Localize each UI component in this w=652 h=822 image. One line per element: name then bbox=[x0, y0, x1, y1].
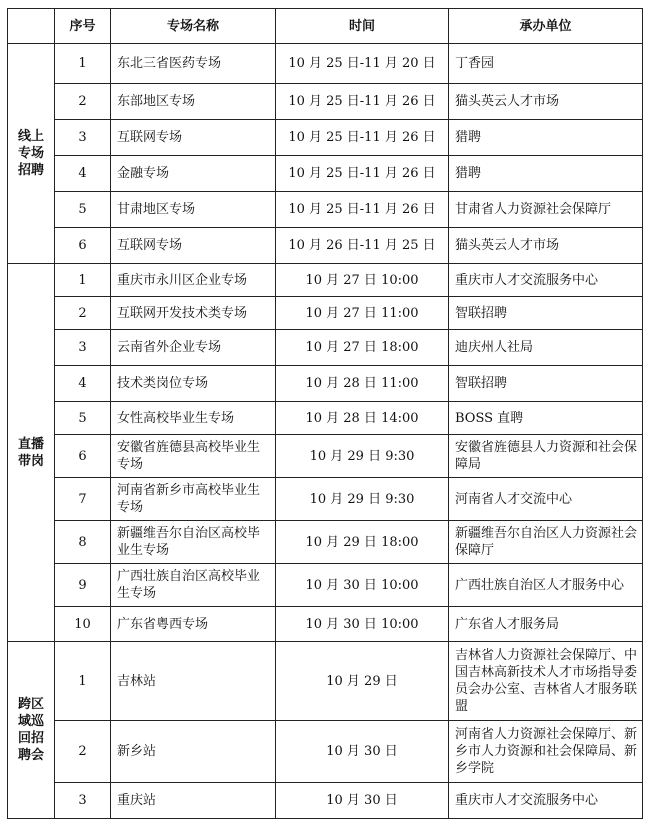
table-row bbox=[8, 721, 643, 783]
session-time: 10 月 25 日-11 月 20 日 bbox=[276, 44, 449, 84]
row-number: 9 bbox=[55, 564, 111, 607]
session-time: 10 月 29 日 18:00 bbox=[276, 521, 449, 564]
row-number: 3 bbox=[55, 330, 111, 366]
session-name: 互联网专场 bbox=[111, 120, 276, 156]
session-time: 10 月 29 日 9:30 bbox=[276, 478, 449, 521]
row-number: 10 bbox=[55, 607, 111, 642]
session-time: 10 月 28 日 11:00 bbox=[276, 366, 449, 402]
row-number: 5 bbox=[55, 192, 111, 228]
category-online: 线上专场招聘 bbox=[8, 44, 55, 264]
header-category bbox=[8, 9, 55, 44]
category-cross-region-tour: 跨区域巡回招聘会 bbox=[8, 642, 55, 819]
organizer: 甘肃省人力资源社会保障厅 bbox=[449, 192, 643, 228]
organizer: 重庆市人才交流服务中心 bbox=[449, 783, 643, 819]
row-number: 4 bbox=[55, 366, 111, 402]
session-time: 10 月 25 日-11 月 26 日 bbox=[276, 120, 449, 156]
session-name: 河南省新乡市高校毕业生专场 bbox=[111, 478, 276, 521]
table-row bbox=[8, 607, 643, 642]
session-time: 10 月 29 日 bbox=[276, 642, 449, 721]
session-name: 东部地区专场 bbox=[111, 84, 276, 120]
organizer: 智联招聘 bbox=[449, 366, 643, 402]
row-number: 6 bbox=[55, 228, 111, 264]
session-name: 广东省粤西专场 bbox=[111, 607, 276, 642]
table-row bbox=[8, 521, 643, 564]
table-row bbox=[8, 783, 643, 819]
session-time: 10 月 30 日 10:00 bbox=[276, 564, 449, 607]
session-name: 甘肃地区专场 bbox=[111, 192, 276, 228]
session-time: 10 月 25 日-11 月 26 日 bbox=[276, 84, 449, 120]
organizer: 安徽省旌德县人力资源和社会保障局 bbox=[449, 435, 643, 478]
header-row bbox=[8, 9, 643, 44]
table-row bbox=[8, 228, 643, 264]
session-time: 10 月 27 日 10:00 bbox=[276, 264, 449, 297]
organizer: 新疆维吾尔自治区人力资源社会保障厅 bbox=[449, 521, 643, 564]
header-time: 时间 bbox=[276, 9, 449, 44]
organizer: 丁香园 bbox=[449, 44, 643, 84]
session-name: 云南省外企业专场 bbox=[111, 330, 276, 366]
row-number: 1 bbox=[55, 264, 111, 297]
row-number: 8 bbox=[55, 521, 111, 564]
organizer: 迪庆州人社局 bbox=[449, 330, 643, 366]
session-time: 10 月 30 日 10:00 bbox=[276, 607, 449, 642]
session-name: 吉林站 bbox=[111, 642, 276, 721]
session-name: 互联网专场 bbox=[111, 228, 276, 264]
session-time: 10 月 30 日 bbox=[276, 721, 449, 783]
table-row bbox=[8, 264, 643, 297]
session-time: 10 月 26 日-11 月 25 日 bbox=[276, 228, 449, 264]
organizer: 河南省人力资源社会保障厅、新乡市人力资源和社会保障局、新乡学院 bbox=[449, 721, 643, 783]
table-row bbox=[8, 642, 643, 721]
session-time: 10 月 30 日 bbox=[276, 783, 449, 819]
row-number: 2 bbox=[55, 84, 111, 120]
session-name: 广西壮族自治区高校毕业生专场 bbox=[111, 564, 276, 607]
row-number: 1 bbox=[55, 44, 111, 84]
session-name: 女性高校毕业生专场 bbox=[111, 402, 276, 435]
row-number: 5 bbox=[55, 402, 111, 435]
table-row bbox=[8, 120, 643, 156]
table-row bbox=[8, 478, 643, 521]
session-name: 金融专场 bbox=[111, 156, 276, 192]
table-row bbox=[8, 564, 643, 607]
organizer: BOSS 直聘 bbox=[449, 402, 643, 435]
organizer: 猫头英云人才市场 bbox=[449, 84, 643, 120]
table-row bbox=[8, 330, 643, 366]
row-number: 1 bbox=[55, 642, 111, 721]
session-name: 东北三省医药专场 bbox=[111, 44, 276, 84]
table-row bbox=[8, 402, 643, 435]
session-name: 新乡站 bbox=[111, 721, 276, 783]
row-number: 6 bbox=[55, 435, 111, 478]
table-row bbox=[8, 44, 643, 84]
header-organizer: 承办单位 bbox=[449, 9, 643, 44]
session-name: 互联网开发技术类专场 bbox=[111, 297, 276, 330]
header-number: 序号 bbox=[55, 9, 111, 44]
session-time: 10 月 28 日 14:00 bbox=[276, 402, 449, 435]
row-number: 4 bbox=[55, 156, 111, 192]
row-number: 3 bbox=[55, 120, 111, 156]
organizer: 河南省人才交流中心 bbox=[449, 478, 643, 521]
header-session-name: 专场名称 bbox=[111, 9, 276, 44]
table-row bbox=[8, 156, 643, 192]
session-time: 10 月 25 日-11 月 26 日 bbox=[276, 192, 449, 228]
row-number: 3 bbox=[55, 783, 111, 819]
row-number: 2 bbox=[55, 297, 111, 330]
organizer: 猎聘 bbox=[449, 156, 643, 192]
session-name: 重庆市永川区企业专场 bbox=[111, 264, 276, 297]
organizer: 吉林省人力资源社会保障厅、中国吉林高新技术人才市场指导委员会办公室、吉林省人才服务联盟 bbox=[449, 642, 643, 721]
organizer: 广东省人才服务局 bbox=[449, 607, 643, 642]
table-row bbox=[8, 84, 643, 120]
organizer: 智联招聘 bbox=[449, 297, 643, 330]
session-time: 10 月 25 日-11 月 26 日 bbox=[276, 156, 449, 192]
organizer: 猎聘 bbox=[449, 120, 643, 156]
table-row bbox=[8, 366, 643, 402]
organizer: 重庆市人才交流服务中心 bbox=[449, 264, 643, 297]
session-time: 10 月 27 日 11:00 bbox=[276, 297, 449, 330]
session-name: 技术类岗位专场 bbox=[111, 366, 276, 402]
session-time: 10 月 29 日 9:30 bbox=[276, 435, 449, 478]
row-number: 2 bbox=[55, 721, 111, 783]
table-row bbox=[8, 435, 643, 478]
recruitment-schedule-table bbox=[7, 8, 643, 819]
session-name: 新疆维吾尔自治区高校毕业生专场 bbox=[111, 521, 276, 564]
category-live-streaming: 直播带岗 bbox=[8, 264, 55, 642]
table-row bbox=[8, 192, 643, 228]
session-name: 重庆站 bbox=[111, 783, 276, 819]
session-time: 10 月 27 日 18:00 bbox=[276, 330, 449, 366]
session-name: 安徽省旌德县高校毕业生专场 bbox=[111, 435, 276, 478]
row-number: 7 bbox=[55, 478, 111, 521]
organizer: 猫头英云人才市场 bbox=[449, 228, 643, 264]
organizer: 广西壮族自治区人才服务中心 bbox=[449, 564, 643, 607]
table-row bbox=[8, 297, 643, 330]
